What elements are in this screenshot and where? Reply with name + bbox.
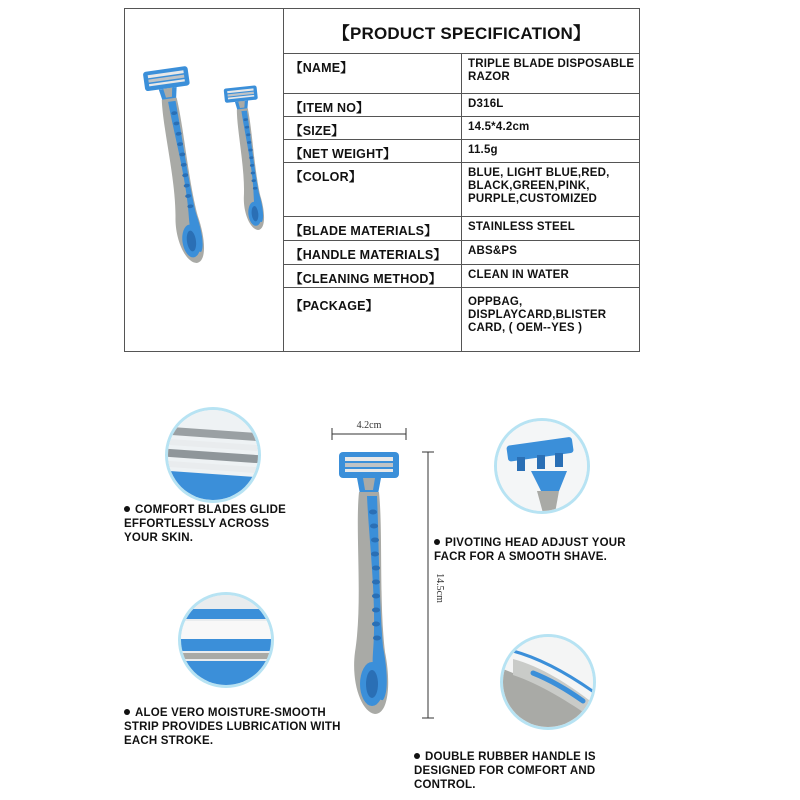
bullet-icon <box>124 506 130 512</box>
razor-dimension-diagram <box>300 410 460 730</box>
spec-label: 【CLEANING METHOD】 <box>284 265 462 288</box>
spec-label: 【NAME】 <box>284 54 462 94</box>
spec-value: TRIPLE BLADE DISPOSABLE RAZOR <box>462 54 640 94</box>
aloe-strip-image <box>178 592 274 688</box>
spec-label: 【ITEM NO】 <box>284 94 462 117</box>
bullet-icon <box>414 753 420 759</box>
spec-title: 【PRODUCT SPECIFICATION】 <box>284 9 640 54</box>
feature-pivoting-head <box>434 536 644 564</box>
blades-closeup-image <box>165 407 261 503</box>
razor-product-image <box>125 9 283 349</box>
spec-value: ABS&PS <box>462 241 640 265</box>
razor-illustration <box>339 452 399 714</box>
rubber-handle-image <box>500 634 596 730</box>
spec-label: 【BLADE MATERIALS】 <box>284 217 462 241</box>
feature-rubber-handle <box>414 750 626 792</box>
spec-value: D316L <box>462 94 640 117</box>
spec-value: 14.5*4.2cm <box>462 117 640 140</box>
spec-label: 【NET WEIGHT】 <box>284 140 462 163</box>
spec-value: CLEAN IN WATER <box>462 265 640 288</box>
feature-aloe-strip <box>124 706 356 748</box>
spec-label: 【SIZE】 <box>284 117 462 140</box>
spec-label: 【COLOR】 <box>284 163 462 217</box>
spec-value: 11.5g <box>462 140 640 163</box>
spec-label: 【PACKAGE】 <box>284 288 462 352</box>
length-dimension-label: 14.5cm <box>434 573 445 603</box>
bullet-icon <box>434 539 440 545</box>
feature-text: DOUBLE RUBBER HANDLE IS DESIGNED FOR COMFORT AND CONTROL. <box>414 751 596 791</box>
feature-text: COMFORT BLADES GLIDE EFFORTLESSLY ACROSS YOUR SKIN. <box>124 504 286 544</box>
feature-text: ALOE VERO MOISTURE-SMOOTH STRIP PROVIDES LUBRICATION WITH EACH STROKE. <box>124 707 341 747</box>
width-dimension-label: 4.2cm <box>356 420 382 431</box>
feature-comfort-blades <box>124 503 304 545</box>
bullet-icon <box>124 709 130 715</box>
spec-value: BLUE, LIGHT BLUE,RED, BLACK,GREEN,PINK, PURPLE,CUSTOMIZED <box>462 163 640 217</box>
spec-table <box>124 8 640 352</box>
spec-value: STAINLESS STEEL <box>462 217 640 241</box>
spec-value: OPPBAG, DISPLAYCARD,BLISTER CARD, ( OEM--YES ) <box>462 288 640 352</box>
spec-label: 【HANDLE MATERIALS】 <box>284 241 462 265</box>
feature-text: PIVOTING HEAD ADJUST YOUR FACR FOR A SMOOTH SHAVE. <box>434 537 626 563</box>
product-image-cell <box>125 9 284 352</box>
pivoting-head-image <box>494 418 590 514</box>
